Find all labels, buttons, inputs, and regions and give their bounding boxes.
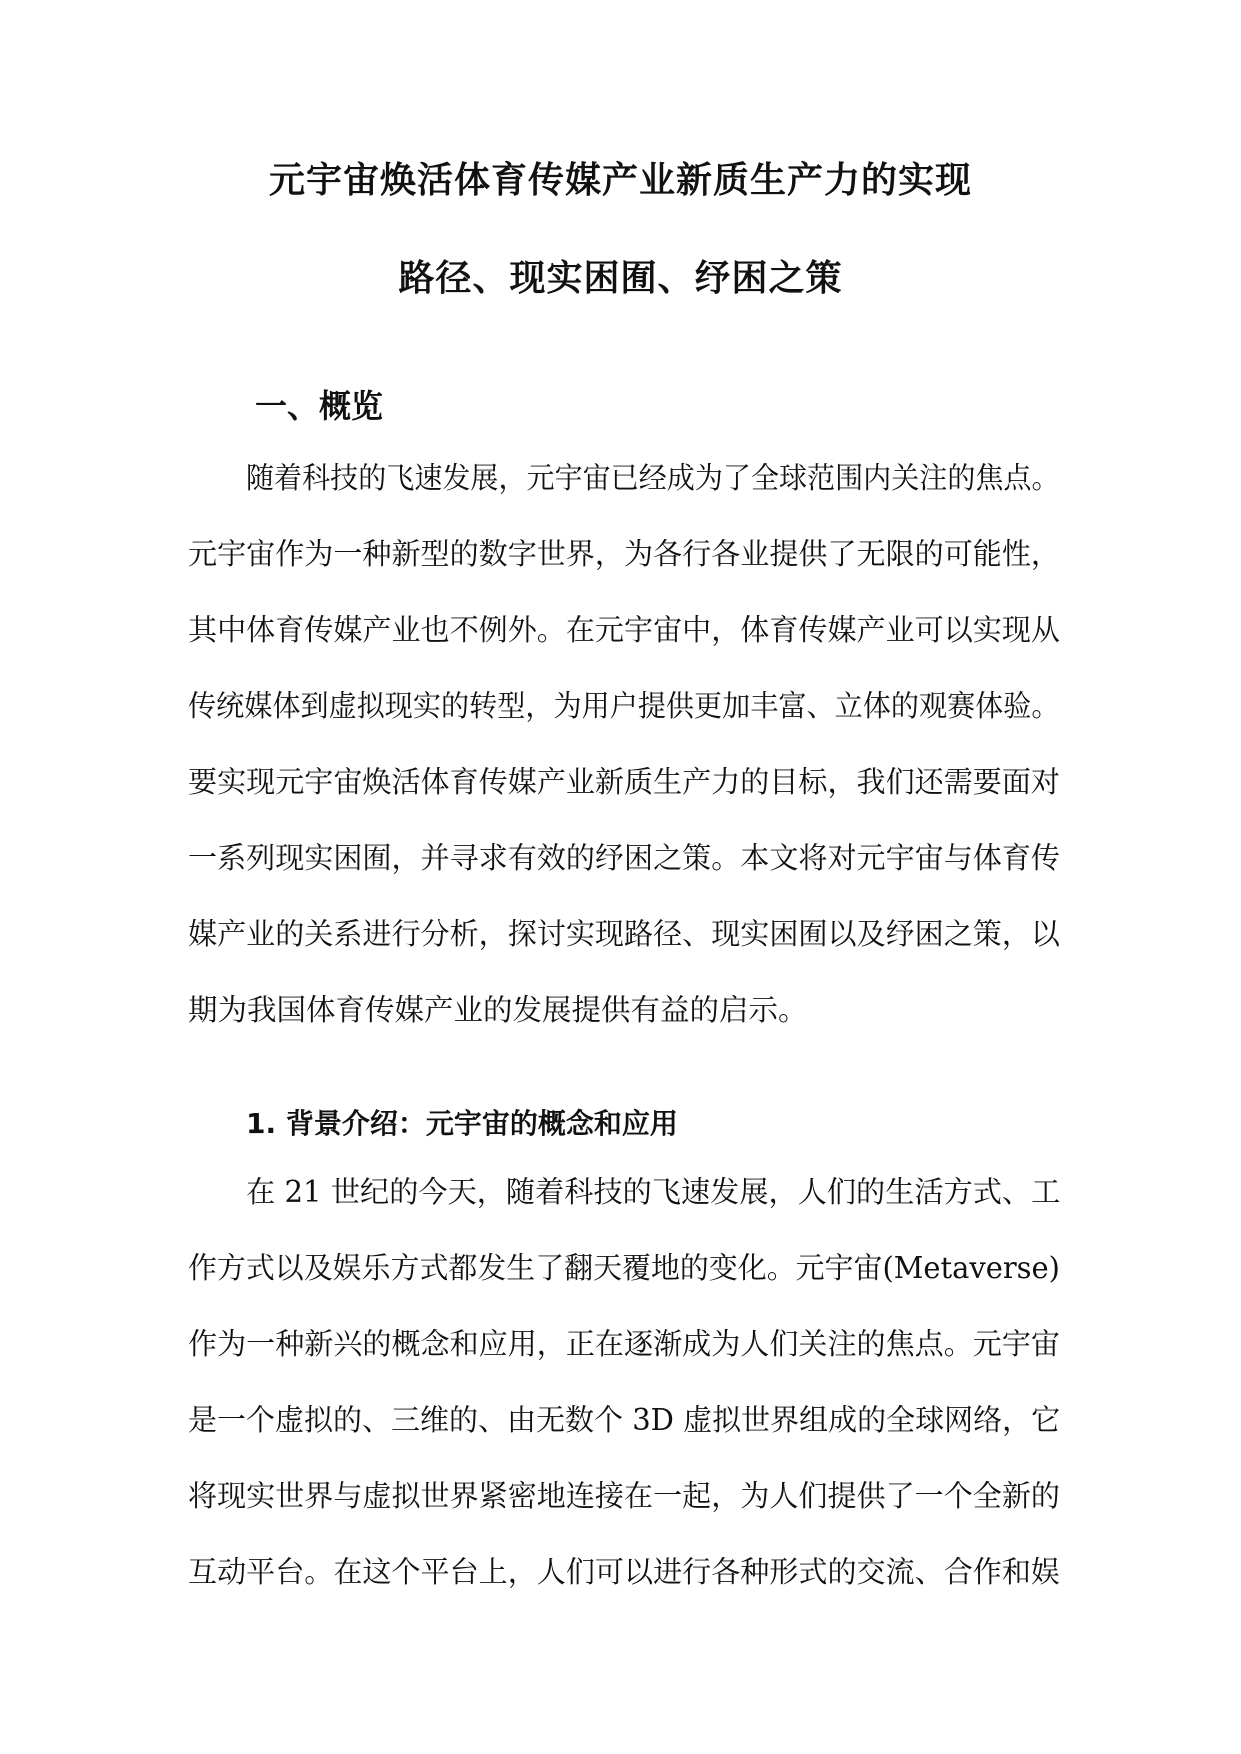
paragraph-1-line-2: 元宇宙作为一种新型的数字世界，为各行各业提供了无限的可能性， xyxy=(188,537,1061,571)
document-title-line-1: 元宇宙焕活体育传媒产业新质生产力的实现 xyxy=(268,160,972,201)
paragraph-2-line-2: 作方式以及娱乐方式都发生了翻天覆地的变化。元宇宙(Metaverse) xyxy=(188,1251,1060,1285)
paragraph-2-line-4: 是一个虚拟的、三维的、由无数个 3D 虚拟世界组成的全球网络，它 xyxy=(188,1403,1061,1437)
subheading: 1. 背景介绍：元宇宙的概念和应用 xyxy=(246,1107,678,1140)
paragraph-2-line-5: 将现实世界与虚拟世界紧密地连接在一起，为人们提供了一个全新的 xyxy=(188,1479,1061,1513)
paragraph-1-line-6: 一系列现实困囿，并寻求有效的纾困之策。本文将对元宇宙与体育传 xyxy=(188,841,1061,875)
paragraph-2-line-1: 在 21 世纪的今天，随着科技的飞速发展，人们的生活方式、工 xyxy=(246,1175,1061,1209)
paragraph-2-line-6: 互动平台。在这个平台上，人们可以进行各种形式的交流、合作和娱 xyxy=(188,1555,1061,1589)
paragraph-1-line-1: 随着科技的飞速发展，元宇宙已经成为了全球范围内关注的焦点。 xyxy=(246,461,1060,495)
paragraph-1-line-4: 传统媒体到虚拟现实的转型，为用户提供更加丰富、立体的观赛体验。 xyxy=(188,689,1060,723)
paragraph-1-line-7: 媒产业的关系进行分析，探讨实现路径、现实困囿以及纾困之策，以 xyxy=(188,917,1061,951)
paragraph-1-line-5: 要实现元宇宙焕活体育传媒产业新质生产力的目标，我们还需要面对 xyxy=(188,765,1061,799)
paragraph-1-line-3: 其中体育传媒产业也不例外。在元宇宙中，体育传媒产业可以实现从 xyxy=(188,613,1061,647)
section-heading: 一、概览 xyxy=(255,387,384,425)
document-title-line-2: 路径、现实困囿、纾困之策 xyxy=(398,258,843,299)
paragraph-1-line-8: 期为我国体育传媒产业的发展提供有益的启示。 xyxy=(188,993,808,1027)
paragraph-2-line-3: 作为一种新兴的概念和应用，正在逐渐成为人们关注的焦点。元宇宙 xyxy=(188,1327,1061,1361)
